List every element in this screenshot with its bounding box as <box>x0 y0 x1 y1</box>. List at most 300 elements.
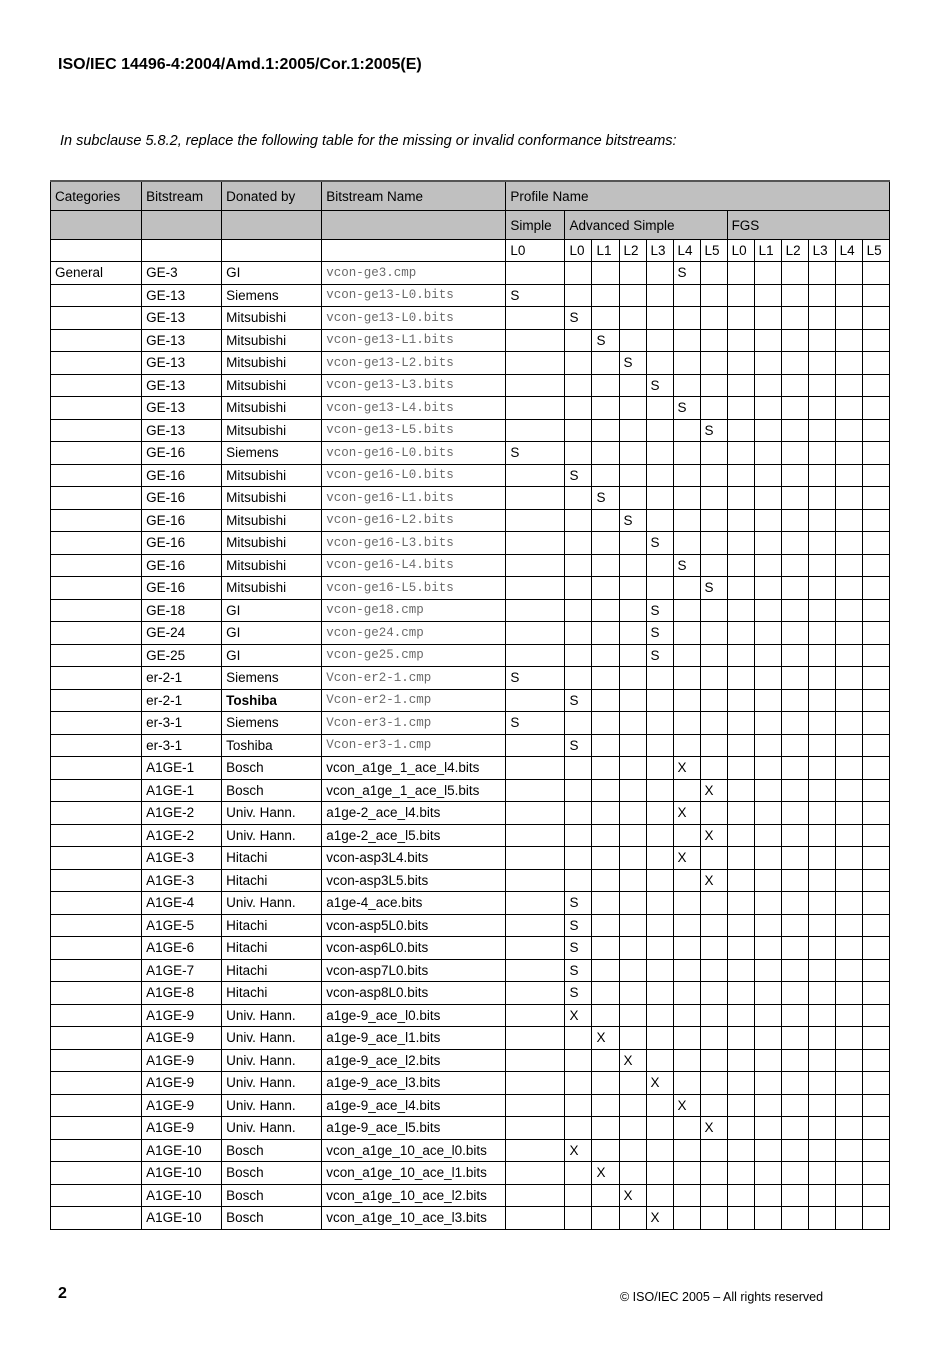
row-profile-cell <box>592 1117 619 1140</box>
table-row <box>51 1139 890 1162</box>
row-profile-cell <box>754 892 781 915</box>
row-donor-cell: Univ. Hann. <box>222 1027 322 1050</box>
row-profile-cell <box>808 712 835 735</box>
row-profile-cell <box>754 869 781 892</box>
row-profile-cell <box>754 554 781 577</box>
row-profile-cell <box>673 1139 700 1162</box>
table-row <box>51 1184 890 1207</box>
row-profile-cell <box>619 824 646 847</box>
row-profile-cell <box>700 1027 727 1050</box>
row-profile-cell <box>835 937 862 960</box>
row-donor-cell: Mitsubishi <box>222 307 322 330</box>
row-profile-mark: S <box>619 352 646 375</box>
row-category-cell <box>51 847 142 870</box>
row-profile-cell <box>727 869 754 892</box>
row-profile-cell <box>619 1117 646 1140</box>
row-profile-cell <box>673 982 700 1005</box>
row-profile-cell <box>646 914 673 937</box>
row-profile-cell <box>808 937 835 960</box>
row-profile-cell <box>592 352 619 375</box>
row-profile-cell <box>565 847 592 870</box>
row-profile-cell <box>700 554 727 577</box>
row-profile-cell <box>565 374 592 397</box>
row-profile-cell <box>592 667 619 690</box>
row-profile-cell <box>862 779 889 802</box>
row-profile-cell <box>565 532 592 555</box>
table-row <box>51 532 890 555</box>
row-profile-cell <box>506 802 565 825</box>
header-level-cell: L3 <box>808 240 835 262</box>
table-row <box>51 712 890 735</box>
row-profile-mark: S <box>700 419 727 442</box>
row-profile-cell <box>754 712 781 735</box>
table-row <box>51 847 890 870</box>
row-profile-cell <box>835 1139 862 1162</box>
row-profile-cell <box>754 1184 781 1207</box>
row-bitstream-name-cell: vcon-ge13-L4.bits <box>322 397 506 420</box>
row-profile-cell <box>619 307 646 330</box>
row-bitstream-name-cell: vcon-asp3L4.bits <box>322 847 506 870</box>
row-donor-cell: Univ. Hann. <box>222 1072 322 1095</box>
row-profile-cell <box>781 824 808 847</box>
table-row <box>51 442 890 465</box>
row-profile-cell <box>646 959 673 982</box>
row-profile-cell <box>673 532 700 555</box>
row-profile-cell <box>506 982 565 1005</box>
row-category-cell <box>51 644 142 667</box>
row-profile-cell <box>727 622 754 645</box>
table-row <box>51 307 890 330</box>
table-row <box>51 509 890 532</box>
table-row <box>51 667 890 690</box>
table-row <box>51 734 890 757</box>
row-bitstream-cell: A1GE-8 <box>142 982 222 1005</box>
row-profile-cell <box>808 622 835 645</box>
row-profile-cell <box>506 487 565 510</box>
row-profile-cell <box>862 464 889 487</box>
row-profile-cell <box>565 1094 592 1117</box>
row-profile-mark: S <box>506 712 565 735</box>
row-profile-cell <box>506 329 565 352</box>
row-profile-cell <box>592 284 619 307</box>
row-profile-cell <box>754 599 781 622</box>
row-bitstream-cell: GE-13 <box>142 329 222 352</box>
row-bitstream-cell: A1GE-10 <box>142 1139 222 1162</box>
row-profile-cell <box>835 374 862 397</box>
row-bitstream-name-cell: vcon-ge13-L3.bits <box>322 374 506 397</box>
row-category-cell <box>51 982 142 1005</box>
row-profile-cell <box>781 779 808 802</box>
row-profile-cell <box>862 1117 889 1140</box>
row-profile-cell <box>592 419 619 442</box>
row-profile-cell <box>506 914 565 937</box>
row-profile-cell <box>727 982 754 1005</box>
row-donor-cell: Univ. Hann. <box>222 1117 322 1140</box>
row-bitstream-cell: A1GE-10 <box>142 1184 222 1207</box>
row-profile-cell <box>862 1139 889 1162</box>
row-profile-cell <box>506 1072 565 1095</box>
row-profile-cell <box>727 779 754 802</box>
row-profile-cell <box>754 1094 781 1117</box>
row-profile-cell <box>862 892 889 915</box>
row-donor-cell: Bosch <box>222 1139 322 1162</box>
row-profile-cell <box>646 1049 673 1072</box>
table-row <box>51 1117 890 1140</box>
row-profile-cell <box>808 1049 835 1072</box>
row-profile-cell <box>646 419 673 442</box>
row-bitstream-cell: A1GE-1 <box>142 779 222 802</box>
row-profile-cell <box>592 734 619 757</box>
row-profile-cell <box>619 937 646 960</box>
row-profile-cell <box>700 734 727 757</box>
row-profile-cell <box>592 757 619 780</box>
table-row <box>51 982 890 1005</box>
row-profile-cell <box>781 1004 808 1027</box>
row-profile-cell <box>781 374 808 397</box>
table-row <box>51 284 890 307</box>
row-profile-cell <box>862 1027 889 1050</box>
row-bitstream-name-cell: vcon-asp6L0.bits <box>322 937 506 960</box>
row-profile-cell <box>754 689 781 712</box>
row-profile-cell <box>808 329 835 352</box>
row-profile-cell <box>781 937 808 960</box>
row-bitstream-name-cell: vcon-ge16-L3.bits <box>322 532 506 555</box>
row-profile-cell <box>700 1184 727 1207</box>
row-profile-cell <box>781 554 808 577</box>
row-profile-cell <box>700 712 727 735</box>
row-donor-cell: Mitsubishi <box>222 397 322 420</box>
row-profile-mark: S <box>565 689 592 712</box>
row-donor-cell: Mitsubishi <box>222 352 322 375</box>
row-profile-cell <box>862 284 889 307</box>
row-bitstream-name-cell: vcon-ge16-L2.bits <box>322 509 506 532</box>
row-donor-cell: Univ. Hann. <box>222 802 322 825</box>
row-bitstream-cell: A1GE-9 <box>142 1049 222 1072</box>
row-category-cell <box>51 869 142 892</box>
row-profile-cell <box>727 509 754 532</box>
row-profile-cell <box>619 982 646 1005</box>
row-bitstream-cell: GE-18 <box>142 599 222 622</box>
row-profile-cell <box>619 397 646 420</box>
row-bitstream-name-cell: Vcon-er2-1.cmp <box>322 689 506 712</box>
row-profile-cell <box>646 667 673 690</box>
row-profile-cell <box>781 1027 808 1050</box>
row-profile-mark: S <box>646 644 673 667</box>
row-profile-cell <box>781 1117 808 1140</box>
row-profile-cell <box>862 982 889 1005</box>
row-profile-cell <box>646 442 673 465</box>
row-profile-mark: X <box>673 757 700 780</box>
row-profile-cell <box>835 509 862 532</box>
header-row-main <box>51 181 890 211</box>
row-profile-cell <box>862 869 889 892</box>
row-profile-cell <box>700 599 727 622</box>
row-profile-cell <box>727 689 754 712</box>
row-profile-cell <box>673 442 700 465</box>
row-donor-cell: Mitsubishi <box>222 532 322 555</box>
page-number: 2 <box>58 1285 67 1302</box>
row-profile-mark: S <box>506 442 565 465</box>
header-level-cell: L2 <box>781 240 808 262</box>
row-profile-cell <box>673 599 700 622</box>
header-level-cell: L5 <box>700 240 727 262</box>
row-profile-cell <box>727 1184 754 1207</box>
row-bitstream-name-cell: vcon-ge16-L0.bits <box>322 464 506 487</box>
row-category-cell <box>51 892 142 915</box>
row-profile-cell <box>781 599 808 622</box>
row-profile-cell <box>781 802 808 825</box>
row-donor-cell: Bosch <box>222 757 322 780</box>
row-profile-cell <box>619 959 646 982</box>
row-profile-cell <box>862 307 889 330</box>
row-category-cell <box>51 374 142 397</box>
row-profile-cell <box>506 734 565 757</box>
row-profile-mark: S <box>506 284 565 307</box>
row-profile-cell <box>592 869 619 892</box>
row-profile-cell <box>781 1207 808 1230</box>
row-profile-cell <box>592 1139 619 1162</box>
row-profile-cell <box>646 982 673 1005</box>
row-profile-cell <box>835 307 862 330</box>
row-bitstream-name-cell: vcon-asp7L0.bits <box>322 959 506 982</box>
row-profile-cell <box>808 982 835 1005</box>
row-profile-cell <box>754 442 781 465</box>
row-profile-cell <box>835 532 862 555</box>
row-profile-cell <box>835 869 862 892</box>
row-profile-cell <box>808 1004 835 1027</box>
row-profile-cell <box>727 374 754 397</box>
row-profile-cell <box>835 419 862 442</box>
row-profile-cell <box>619 554 646 577</box>
row-category-cell <box>51 1162 142 1185</box>
row-profile-cell <box>781 847 808 870</box>
row-profile-cell <box>673 712 700 735</box>
row-profile-cell <box>754 284 781 307</box>
row-category-cell <box>51 397 142 420</box>
row-bitstream-cell: GE-16 <box>142 509 222 532</box>
row-profile-cell <box>646 1094 673 1117</box>
row-profile-cell <box>619 644 646 667</box>
row-category-cell <box>51 509 142 532</box>
row-profile-cell <box>754 937 781 960</box>
row-profile-cell <box>619 284 646 307</box>
row-bitstream-cell: A1GE-9 <box>142 1072 222 1095</box>
row-profile-cell <box>835 667 862 690</box>
row-profile-cell <box>619 914 646 937</box>
row-profile-mark: S <box>565 307 592 330</box>
row-profile-cell <box>506 779 565 802</box>
row-bitstream-name-cell: vcon-asp5L0.bits <box>322 914 506 937</box>
row-profile-mark: X <box>565 1004 592 1027</box>
row-profile-cell <box>700 847 727 870</box>
row-profile-cell <box>781 959 808 982</box>
row-profile-cell <box>781 644 808 667</box>
row-profile-cell <box>619 847 646 870</box>
header-bitstream: Bitstream <box>142 181 222 211</box>
row-profile-cell <box>781 757 808 780</box>
row-profile-cell <box>727 307 754 330</box>
row-profile-cell <box>781 329 808 352</box>
row-profile-cell <box>646 554 673 577</box>
header-level-cell: L1 <box>592 240 619 262</box>
row-profile-cell <box>506 262 565 285</box>
row-category-cell <box>51 1117 142 1140</box>
row-profile-cell <box>781 1072 808 1095</box>
row-profile-cell <box>506 892 565 915</box>
header-level-cell: L0 <box>727 240 754 262</box>
row-profile-cell <box>565 352 592 375</box>
row-profile-cell <box>754 262 781 285</box>
row-profile-cell <box>862 554 889 577</box>
row-profile-cell <box>673 374 700 397</box>
row-profile-cell <box>754 757 781 780</box>
row-profile-cell <box>781 442 808 465</box>
row-profile-cell <box>646 779 673 802</box>
row-profile-cell <box>646 734 673 757</box>
row-category-cell <box>51 689 142 712</box>
row-profile-cell <box>835 487 862 510</box>
row-donor-cell: Univ. Hann. <box>222 892 322 915</box>
row-profile-cell <box>862 959 889 982</box>
row-profile-cell <box>835 329 862 352</box>
row-profile-mark: X <box>673 1094 700 1117</box>
row-profile-cell <box>808 307 835 330</box>
header-profile-simple: Simple <box>506 211 565 240</box>
row-category-cell <box>51 1207 142 1230</box>
row-profile-cell <box>781 869 808 892</box>
row-profile-cell <box>835 554 862 577</box>
row-profile-cell <box>835 352 862 375</box>
row-profile-cell <box>754 1117 781 1140</box>
row-profile-mark: X <box>565 1139 592 1162</box>
row-bitstream-cell: A1GE-10 <box>142 1162 222 1185</box>
row-profile-cell <box>754 329 781 352</box>
row-profile-cell <box>727 599 754 622</box>
table-row <box>51 352 890 375</box>
row-bitstream-cell: GE-24 <box>142 622 222 645</box>
row-profile-mark: X <box>592 1027 619 1050</box>
row-profile-cell <box>781 712 808 735</box>
row-profile-cell <box>619 442 646 465</box>
row-profile-mark: S <box>565 959 592 982</box>
table-row <box>51 1004 890 1027</box>
table-row <box>51 892 890 915</box>
row-profile-cell <box>700 1049 727 1072</box>
row-profile-cell <box>592 847 619 870</box>
row-profile-cell <box>592 802 619 825</box>
row-donor-cell: GI <box>222 262 322 285</box>
row-profile-cell <box>862 712 889 735</box>
row-profile-cell <box>727 712 754 735</box>
row-profile-cell <box>835 644 862 667</box>
row-profile-cell <box>781 419 808 442</box>
row-category-cell: General <box>51 262 142 285</box>
row-profile-cell <box>754 779 781 802</box>
row-profile-cell <box>506 397 565 420</box>
row-profile-cell <box>506 307 565 330</box>
row-profile-mark: X <box>700 1117 727 1140</box>
row-profile-cell <box>727 959 754 982</box>
row-profile-cell <box>862 1184 889 1207</box>
row-profile-cell <box>673 1049 700 1072</box>
row-profile-cell <box>592 442 619 465</box>
row-profile-cell <box>506 757 565 780</box>
row-profile-mark: X <box>673 847 700 870</box>
row-profile-cell <box>506 622 565 645</box>
row-profile-cell <box>862 532 889 555</box>
row-profile-cell <box>754 622 781 645</box>
table-row <box>51 599 890 622</box>
row-profile-cell <box>781 622 808 645</box>
row-profile-cell <box>835 959 862 982</box>
row-bitstream-cell: A1GE-10 <box>142 1207 222 1230</box>
row-profile-cell <box>727 442 754 465</box>
row-donor-cell: Univ. Hann. <box>222 1049 322 1072</box>
row-profile-cell <box>781 892 808 915</box>
row-profile-cell <box>754 307 781 330</box>
row-profile-mark: S <box>646 599 673 622</box>
row-profile-cell <box>646 757 673 780</box>
row-profile-cell <box>835 1117 862 1140</box>
row-profile-cell <box>727 397 754 420</box>
row-donor-cell: Siemens <box>222 667 322 690</box>
row-profile-cell <box>565 1072 592 1095</box>
row-profile-cell <box>619 577 646 600</box>
row-profile-cell <box>646 397 673 420</box>
row-profile-cell <box>862 329 889 352</box>
row-profile-cell <box>619 419 646 442</box>
row-profile-cell <box>673 1207 700 1230</box>
row-category-cell <box>51 1004 142 1027</box>
row-profile-cell <box>781 982 808 1005</box>
row-profile-cell <box>727 802 754 825</box>
row-bitstream-name-cell: vcon-ge13-L0.bits <box>322 307 506 330</box>
row-profile-cell <box>673 824 700 847</box>
row-profile-cell <box>808 959 835 982</box>
row-profile-cell <box>754 487 781 510</box>
row-profile-cell <box>673 869 700 892</box>
row-profile-cell <box>700 644 727 667</box>
table-row <box>51 1027 890 1050</box>
row-donor-cell: Univ. Hann. <box>222 824 322 847</box>
row-profile-cell <box>808 734 835 757</box>
row-bitstream-cell: er-2-1 <box>142 689 222 712</box>
row-profile-cell <box>862 599 889 622</box>
row-category-cell <box>51 914 142 937</box>
row-profile-cell <box>592 982 619 1005</box>
row-profile-cell <box>781 1162 808 1185</box>
row-profile-cell <box>565 554 592 577</box>
row-bitstream-cell: A1GE-7 <box>142 959 222 982</box>
row-profile-cell <box>646 464 673 487</box>
header-profile-name: Profile Name <box>506 181 890 211</box>
row-profile-cell <box>506 464 565 487</box>
row-category-cell <box>51 757 142 780</box>
row-profile-cell <box>700 1072 727 1095</box>
row-profile-cell <box>862 914 889 937</box>
row-profile-cell <box>592 779 619 802</box>
row-profile-cell <box>700 374 727 397</box>
row-bitstream-cell: A1GE-9 <box>142 1027 222 1050</box>
row-profile-cell <box>592 577 619 600</box>
row-profile-cell <box>565 419 592 442</box>
row-profile-cell <box>754 464 781 487</box>
row-profile-cell <box>506 374 565 397</box>
row-category-cell <box>51 1049 142 1072</box>
row-bitstream-cell: GE-16 <box>142 577 222 600</box>
table-row <box>51 757 890 780</box>
row-profile-cell <box>506 689 565 712</box>
